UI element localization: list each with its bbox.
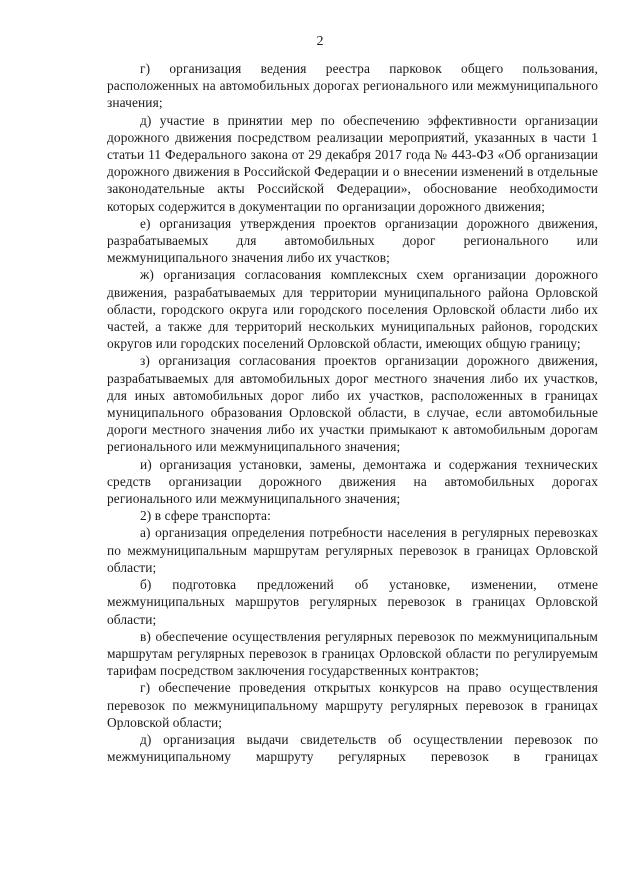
document-body [107,60,598,765]
paragraph-a-demand-assessment: а) организация определения потребности населения в регулярных перевозках по межмуниципальным маршрутам регулярных перевозок в границах Орловской области; [107,525,598,575]
paragraph-d-certificates: д) организация выдачи свидетельств об осуществлении перевозок по межмуниципальному маршруту регулярных перевозок в границах [107,731,598,765]
paragraph-zh-complex-schemes: ж) организация согласования комплексных схем организации дорожного движения, разрабатываемых для территории муниципального района Орловской области, городского округа или городского поселения Орловской области либо их частей, а также для территорий нескольких муниципальных районов, городских округов или городских поселений Орловской области, имеющих общую границу; [107,267,598,352]
page-number: 2 [316,34,324,49]
paragraph-g-open-tenders: г) обеспечение проведения открытых конкурсов на право осуществления перевозок по межмуниципальному маршруту регулярных перевозок в границах Орловской области; [107,680,598,730]
paragraph-g-parking-registry: г) организация ведения реестра парковок общего пользования, расположенных на автомобильных дорогах регионального или межмуниципального значения; [107,61,598,111]
paragraph-z-project-coordination: з) организация согласования проектов организации дорожного движения, разрабатываемых для автомобильных дорог местного значения либо их участков, для иных автомобильных дорог либо их участков, расположенных в границах муниципального образования Орловской области, в случае, если автомобильные дороги местного значения либо их участки примыкают к автомобильным дорогам регионального или межмуниципального значения; [107,353,598,455]
paragraph-i-technical-means: и) организация установки, замены, демонтажа и содержания технических средств организации дорожного движения на автомобильных дорогах регионального или межмуниципального значения; [107,456,598,507]
paragraph-v-regulated-tariffs: в) обеспечение осуществления регулярных перевозок по межмуниципальным маршрутам регулярных перевозок в границах Орловской области по регулируемым тарифам посредством заключения государственных контрактов; [107,628,598,679]
paragraph-d-traffic-efficiency: д) участие в принятии мер по обеспечению эффективности организации дорожного движения посредством реализации мероприятий, указанных в части 1 статьи 11 Федерального закона от 29 декабря 2017 года № 443-ФЗ «Об организации дорожного движения в Российской Федерации и о внесении изменений в отдельные законодательные акты Российской Федерации», обоснование необходимости которых содержится в документации по организации дорожного движения; [107,112,598,214]
paragraph-b-route-proposals: б) подготовка предложений об установке, изменении, отмене межмуниципальных маршрутов регулярных перевозок в границах Орловской области; [107,577,598,627]
paragraph-e-project-approval: е) организация утверждения проектов организации дорожного движения, разрабатываемых для автомобильных дорог регионального или межмуниципального значения либо их участков; [107,215,598,266]
paragraph-2-transport-heading: 2) в сфере транспорта: [140,508,271,524]
